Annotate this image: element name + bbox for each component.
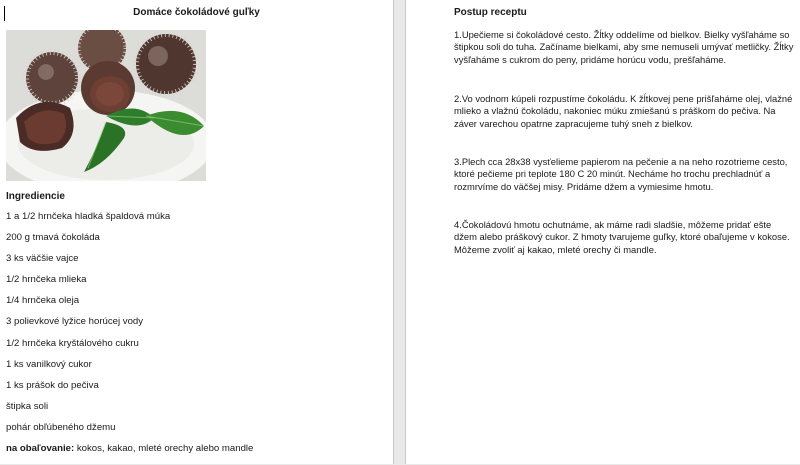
ingredient-item: 1/4 hrnčeka oleja (6, 295, 80, 307)
document-page-left[interactable] (0, 0, 394, 464)
procedure-step-2: 2.Vo vodnom kúpeli rozpustíme čokoládu. K žĺtkovej pene prišľaháme olej, vlažné mlieko a vlažnú čokoládu, nakoniec múku zmiešanú s práškom do pečiva. Na záver varechou opatrne zapracujeme tuhý sneh z bielkov. (454, 93, 793, 129)
ingredient-item: 1 ks vanilkový cukor (6, 358, 92, 370)
ingredients-list (6, 212, 253, 465)
ingredient-item: 3 polievkové lyžice horúcej vody (6, 316, 144, 328)
ingredient-item: 1/2 hrnčeka mlieka (6, 274, 87, 286)
ingredient-item: 1/2 hrnčeka kryštálového cukru (6, 337, 139, 349)
ingredient-item: štipka soli (6, 400, 49, 412)
ingredient-item: pohár obľúbeného džemu (6, 421, 116, 433)
ingredient-item: 1 ks prášok do pečiva (6, 379, 99, 391)
procedure-step-4: 4.Čokoládovú hmotu ochutnáme, ak máme radi sladšie, môžeme pridať ešte džem alebo práškový cukor. Z hmoty tvarujeme guľky, ktoré obaľujeme v kokose. Môžeme zvoliť aj kakao, mleté orechy či mandle. (454, 219, 790, 255)
recipe-title: Domáce čokoládové guľky (133, 7, 260, 18)
procedure-step-1: 1.Upečieme si čokoládové cesto. Žĺtky oddelíme od bielkov. Bielky vyšľaháme so štipkou soli do tuha. Začíname bielkami, aby sme nemuseli umývať metličky. Žĺtky vyšľaháme s cukrom do peny, pridáme horúcu vodu, prešľaháme. (454, 29, 794, 65)
procedure-step-3: 3.Plech cca 28x38 vysťelieme papierom na pečenie a na neho rozotrieme cesto, ktoré pečieme pri teplote 180 C 20 minút. Necháme ho trochu prechladnúť a rozmrvíme do väčšej misy. Pridáme džem a vymiesime hmotu. (454, 156, 788, 192)
recipe-photo (6, 30, 206, 181)
ingredient-item: 200 g tmavá čokoláda (6, 232, 100, 244)
procedure-title: Postup receptu (454, 7, 527, 18)
ingredient-item: 1 a 1/2 hrnčeka hladká špaldová múka (6, 211, 171, 222)
coating-item (6, 444, 253, 465)
coating-label: na obaľovanie: (6, 443, 75, 455)
document-page-right[interactable] (405, 0, 800, 464)
ingredients-heading: Ingrediencie (6, 191, 65, 202)
ingredient-item: 3 ks väčšie vajce (6, 253, 79, 265)
coating-text: kokos, kakao, mleté orechy alebo mandle (74, 443, 254, 455)
